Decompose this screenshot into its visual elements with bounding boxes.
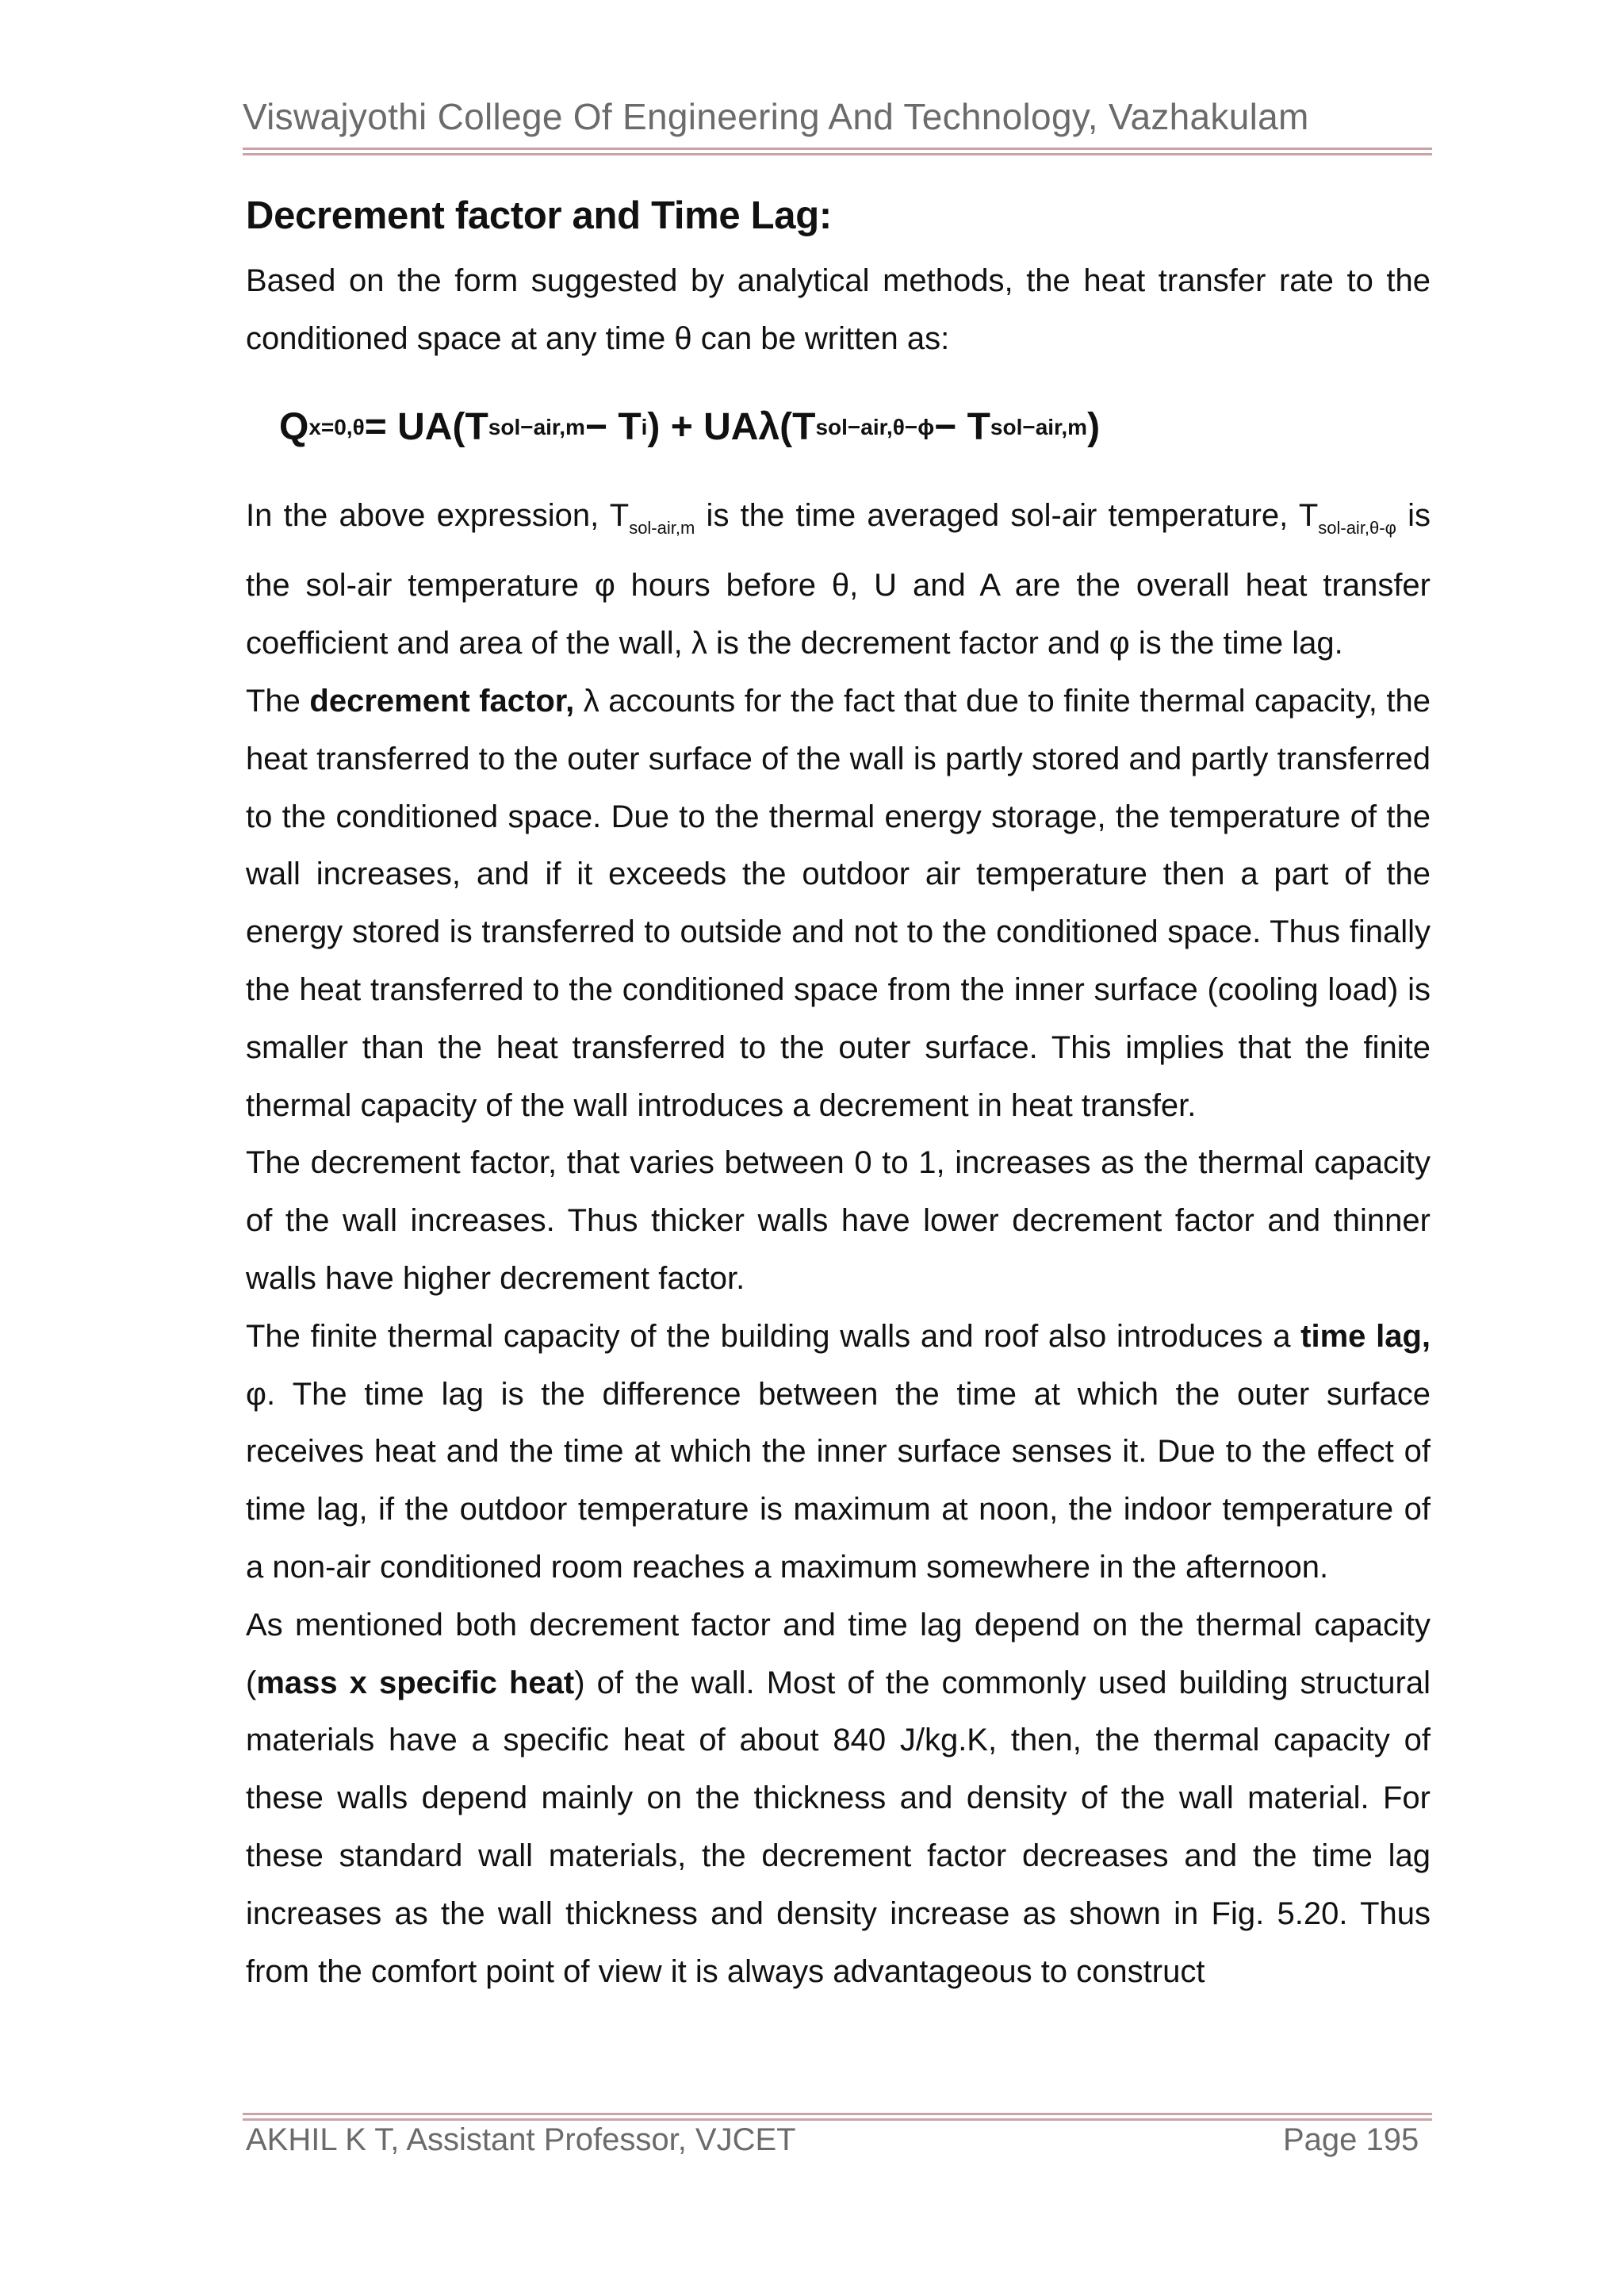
equation-sub: sol−air,θ−ϕ	[815, 414, 935, 439]
expression-paragraph	[246, 487, 1431, 673]
text-run: is the time averaged sol-air temperature, T	[695, 497, 1319, 533]
heat-transfer-equation	[246, 368, 1431, 487]
intro-paragraph: Based on the form suggested by analytical methods, the heat transfer rate to the conditioned space at any time θ can be written as:	[246, 263, 1431, 356]
bold-term: time lag,	[1300, 1318, 1431, 1354]
text-run: The	[246, 683, 310, 719]
section-heading: Decrement factor and Time Lag:	[246, 194, 832, 237]
header-divider	[243, 148, 1432, 155]
page-number: Page 195	[1283, 2122, 1419, 2157]
decrement-factor-paragraph	[246, 673, 1431, 1134]
header-title: Viswajyothi College Of Engineering And Technology, Vazhakulam	[243, 96, 1309, 137]
footer-author: AKHIL K T, Assistant Professor, VJCET	[246, 2122, 796, 2157]
text-run: The finite thermal capacity of the building walls and roof also introduces a	[246, 1318, 1301, 1354]
time-lag-paragraph	[246, 1308, 1431, 1596]
decrement-range-paragraph: The decrement factor, that varies between 0 to 1, increases as the thermal capacity of the wall increases. Thus thicker walls have lower decrement factor and thinner walls have higher decrement factor.	[246, 1145, 1431, 1296]
equation-lhs: Q	[279, 406, 309, 449]
thermal-capacity-paragraph	[246, 1596, 1431, 2001]
equation-part: − T	[934, 406, 990, 449]
text-run: is the sol-air temperature φ hours before θ, U and A are the overall heat transfer coefficient and area of the wall, λ is the decrement factor and φ is the time lag.	[246, 497, 1431, 661]
page-content	[246, 187, 1431, 2000]
equation-part: = UA(T	[364, 406, 488, 449]
text-run: As mentioned both decrement factor and time lag depend on the thermal capacity (	[246, 1607, 1431, 1700]
equation-sub: sol−air,m	[488, 414, 585, 439]
text-run: ) of the wall. Most of the commonly used building structural materials have a specific heat of about 840 J/kg.K, then, the thermal capacity of these walls depend mainly on the thickness and density of the wall material. For these standard wall materials, the decrement factor decreases and the time lag increases as the wall thickness and density increase as shown in Fig. 5.20. Thus from the comfort point of view it is always advantageous to construct	[246, 1665, 1431, 1989]
subscript: sol-air,θ-φ	[1318, 517, 1396, 538]
bold-term: mass x specific heat	[256, 1665, 575, 1700]
equation-part: − T	[584, 406, 642, 449]
equation-part: ) + UAλ(T	[647, 406, 816, 449]
equation-lhs-sub: x=0,θ	[308, 414, 365, 439]
text-run: In the above expression, T	[246, 497, 630, 533]
text-run: λ accounts for the fact that due to finite thermal capacity, the heat transferred to the outer surface of the wall is partly stored and partly transferred to the conditioned space. Due to the thermal energy storage, the temperature of the wall increases, and if it exceeds the outdoor air temperature then a part of the energy stored is transferred to outside and not to the conditioned space. Thus finally the heat transferred to the conditioned space from the inner surface (cooling load) is smaller than the heat transferred to the outer surface. This implies that the finite thermal capacity of the wall introduces a decrement in heat transfer.	[246, 683, 1431, 1123]
equation-sub: sol−air,m	[990, 414, 1088, 439]
footer-divider	[243, 2113, 1432, 2121]
text-run: φ. The time lag is the difference between the time at which the outer surface receives heat and the time at which the inner surface senses it. Due to the effect of time lag, if the outdoor temperature is maximum at noon, the indoor temperature of a non-air conditioned room reaches a maximum somewhere in the afternoon.	[246, 1376, 1431, 1585]
equation-sub: i	[641, 414, 648, 439]
equation-part: )	[1087, 406, 1101, 449]
bold-term: decrement factor,	[309, 683, 575, 719]
subscript: sol-air,m	[629, 517, 695, 538]
